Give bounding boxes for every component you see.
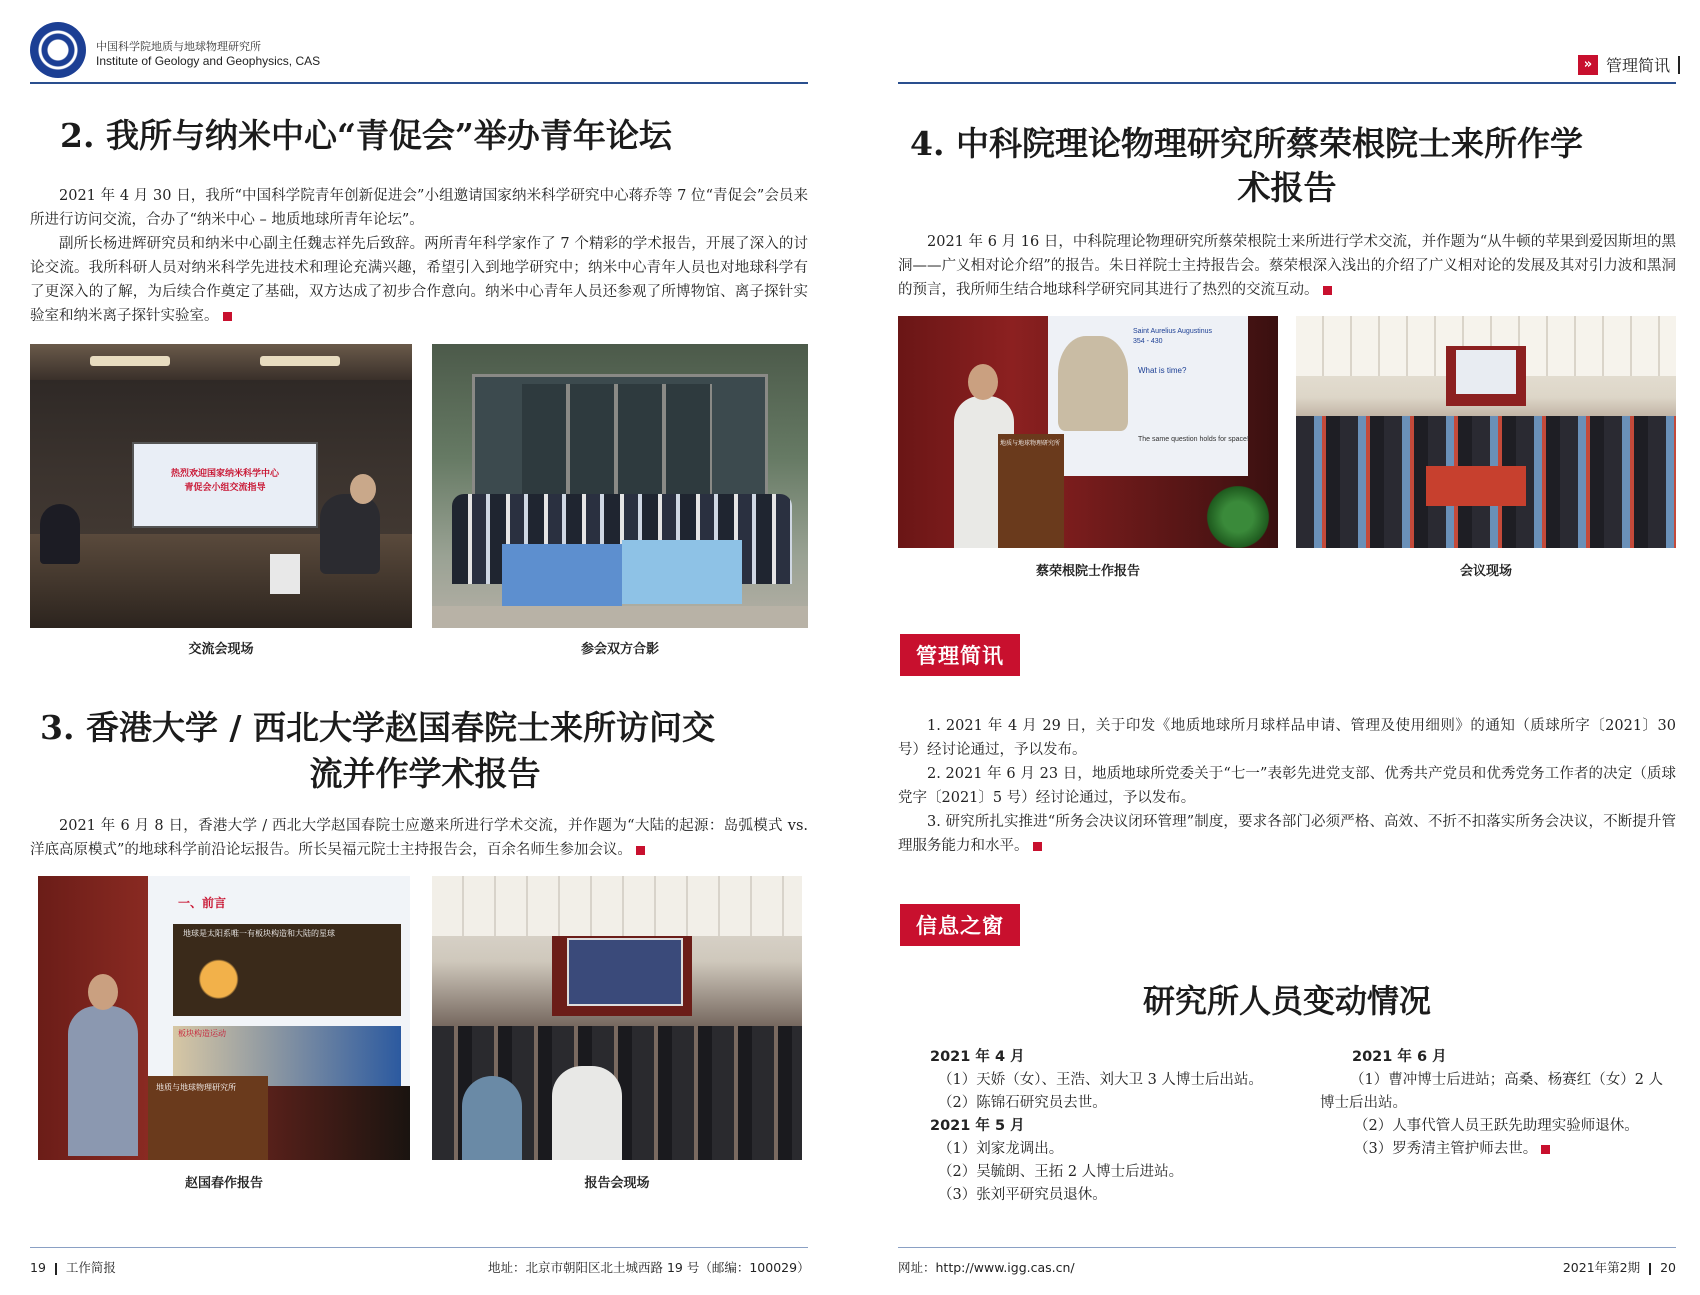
footer-rule xyxy=(30,1247,808,1248)
end-mark-icon xyxy=(636,846,645,855)
divider xyxy=(1678,56,1680,74)
personnel-item: （1）天娇（女）、王浩、刘大卫 3 人博士后出站。 xyxy=(938,1072,1263,1088)
month-heading: 2021 年 4 月 xyxy=(930,1049,1025,1065)
podium-text: 地质与地球物理研究所 xyxy=(156,1083,236,1092)
article3-title-line1: 3. 香港大学 / 西北大学赵国春院士来所访问交 xyxy=(40,708,715,747)
article4-paragraph-1 xyxy=(898,230,1676,302)
article4-paragraph-1-text: 2021 年 6 月 16 日，中科院理论物理研究所蔡荣根院士来所进行学术交流，并作题为“从牛顿的苹果到爱因斯坦的黑洞——广义相对论介绍”的报告。朱日祥院士主持报告会。蔡荣根深入浅出的介绍了广义相对论的发展及其对引力波和黑洞的预言，我所师生结合地球科学研究同其进行了热烈的交流互动。 xyxy=(898,234,1676,298)
header-rule xyxy=(30,82,808,84)
personnel-column-1 xyxy=(930,1046,1310,1207)
footer-left xyxy=(30,1258,116,1276)
personnel-item: （1）刘家龙调出。 xyxy=(938,1141,1064,1157)
news-list xyxy=(898,714,1676,858)
article3-body xyxy=(30,814,808,862)
month-heading: 2021 年 5 月 xyxy=(930,1118,1025,1134)
article3-paragraph-1-text: 2021 年 6 月 8 日，香港大学 / 西北大学赵国春院士应邀来所进行学术交流，并作题为“大陆的起源：岛弧模式 vs. 洋底高原模式”的地球科学前沿论坛报告。所长吴福元院士主持报告会，百余名师生参加会议。 xyxy=(30,818,808,858)
info-section-label: 信息之窗 xyxy=(900,904,1020,946)
photo-group xyxy=(432,344,808,628)
photo-meeting-room xyxy=(30,344,412,628)
end-mark-icon xyxy=(1541,1145,1550,1154)
page-number-left: 19 xyxy=(30,1260,46,1275)
org-name-cn: 中国科学院地质与地球物理研究所 xyxy=(96,40,261,53)
article2-body xyxy=(30,184,808,328)
news-section-label: 管理简讯 xyxy=(900,634,1020,676)
footer-address: 地址：北京市朝阳区北土城西路 19 号（邮编：100029） xyxy=(488,1260,810,1275)
article4-title-line2: 术报告 xyxy=(1237,168,1337,207)
month-heading: 2021 年 6 月 xyxy=(1352,1049,1447,1065)
footer-right xyxy=(1563,1258,1676,1276)
personnel-column-2 xyxy=(1320,1046,1670,1161)
personnel-item: （3）张刘平研究员退休。 xyxy=(938,1187,1107,1203)
section-tag xyxy=(1578,53,1680,76)
podium-text: 地质与地球物理研究所 xyxy=(1000,440,1061,447)
photo-zhao-lecture xyxy=(38,876,410,1160)
article2-paragraph-2 xyxy=(30,232,808,328)
publication-name: 工作简报 xyxy=(65,1260,116,1275)
right-page xyxy=(850,0,1700,1295)
issue-label: 2021年第2期 xyxy=(1562,1260,1641,1275)
photo-caption-cai: 蔡荣根院士作报告 xyxy=(1035,564,1140,579)
header-rule xyxy=(898,82,1676,84)
end-mark-icon xyxy=(1323,286,1332,295)
org-name-en: Institute of Geology and Geophysics, CAS xyxy=(96,54,321,68)
end-mark-icon xyxy=(223,312,232,321)
slide-heading: 一、前言 xyxy=(178,896,227,910)
personnel-item-text: （3）罗秀清主管护师去世。 xyxy=(1354,1141,1538,1157)
article2-paragraph-1: 2021 年 4 月 30 日，我所“中国科学院青年创新促进会”小组邀请国家纳米科学研究中心蒋乔等 7 位“青促会”会员来所进行访问交流，合办了“纳米中心 – 地质地球所青年论坛”。 xyxy=(30,188,808,228)
photo-caption-hall: 报告会现场 xyxy=(584,1176,650,1191)
article4-body xyxy=(898,230,1676,302)
institute-logo-icon xyxy=(30,22,86,78)
screen-text-1: 热烈欢迎国家纳米科学中心 xyxy=(170,469,279,479)
slide-text-2: 354 - 430 xyxy=(1133,338,1163,345)
photo-cai-lecture xyxy=(898,316,1278,548)
slide-text-1: Saint Aurelius Augustinus xyxy=(1133,328,1212,335)
article3-title-line2: 流并作学术报告 xyxy=(309,754,541,793)
article2-title: 2. 我所与纳米中心“青促会”举办青年论坛 xyxy=(60,116,672,155)
personnel-item xyxy=(1320,1138,1670,1161)
article3-paragraph-1 xyxy=(30,814,808,862)
slide-text-3: What is time? xyxy=(1138,366,1187,375)
news-item-2: 2. 2021 年 6 月 23 日，地质地球所党委关于“七一”表彰先进党支部、优秀共产党员和优秀党务工作者的决定（质球党字〔2021〕5 号）经讨论通过，予以发布。 xyxy=(898,766,1676,806)
slide-subtext: 板块构造运动 xyxy=(178,1029,226,1038)
end-mark-icon xyxy=(1033,842,1042,851)
article2-paragraph-2-text: 副所长杨进辉研究员和纳米中心副主任魏志祥先后致辞。两所青年科学家作了 7 个精彩的学术报告，开展了深入的讨论交流。我所科研人员对纳米科学先进技术和理论充满兴趣，希望引入到地学研究中；纳米中心青年人员也对地球科学有了更深入的了解，为后续合作奠定了基础，双方达成了初步合作意向。纳米中心青年人员还参观了所博物馆、离子探针实验室和纳米离子探针实验室。 xyxy=(30,236,808,324)
slide-text: 地球是太阳系唯一有板块构造和大陆的星球 xyxy=(183,929,335,938)
photo-meeting-scene xyxy=(1296,316,1676,548)
personnel-item: （1）曹冲博士后进站；高桑、杨赛红（女）2 人博士后出站。 xyxy=(1320,1072,1664,1111)
personnel-item: （2）人事代管人员王跃先助理实验师退休。 xyxy=(1354,1118,1639,1134)
footer-website: 网址：http://www.igg.cas.cn/ xyxy=(898,1260,1075,1275)
photo-caption-meeting: 交流会现场 xyxy=(188,642,254,657)
article4-title-line1: 4. 中科院理论物理研究所蔡荣根院士来所作学 xyxy=(910,124,1583,163)
info-title: 研究所人员变动情况 xyxy=(1142,982,1431,1020)
double-chevron-icon: » xyxy=(1578,55,1598,75)
screen-text-2: 青促会小组交流指导 xyxy=(184,483,266,493)
page-number-right: 20 xyxy=(1660,1260,1676,1275)
projection-screen xyxy=(132,442,318,528)
news-item-3 xyxy=(898,810,1676,858)
personnel-item: （2）陈锦石研究员去世。 xyxy=(938,1095,1107,1111)
news-item-3-text: 3. 研究所扎实推进“所务会决议闭环管理”制度，要求各部门必须严格、高效、不折不扣落实所务会决议，不断提升管理服务能力和水平。 xyxy=(898,814,1676,854)
photo-caption-group: 参会双方合影 xyxy=(580,642,659,657)
footer-rule xyxy=(898,1247,1676,1248)
section-tag-label: 管理简讯 xyxy=(1605,56,1670,75)
news-item-1: 1. 2021 年 4 月 29 日，关于印发《地质地球所月球样品申请、管理及使用细则》的通知（质球所字〔2021〕30 号）经讨论通过，予以发布。 xyxy=(898,718,1676,758)
photo-caption-scene: 会议现场 xyxy=(1459,564,1512,579)
personnel-item: （2）吴毓朗、王拓 2 人博士后进站。 xyxy=(938,1164,1184,1180)
photo-caption-zhao: 赵国春作报告 xyxy=(184,1176,263,1191)
photo-lecture-hall xyxy=(432,876,802,1160)
slide-text-4: The same question holds for space! xyxy=(1138,436,1249,443)
